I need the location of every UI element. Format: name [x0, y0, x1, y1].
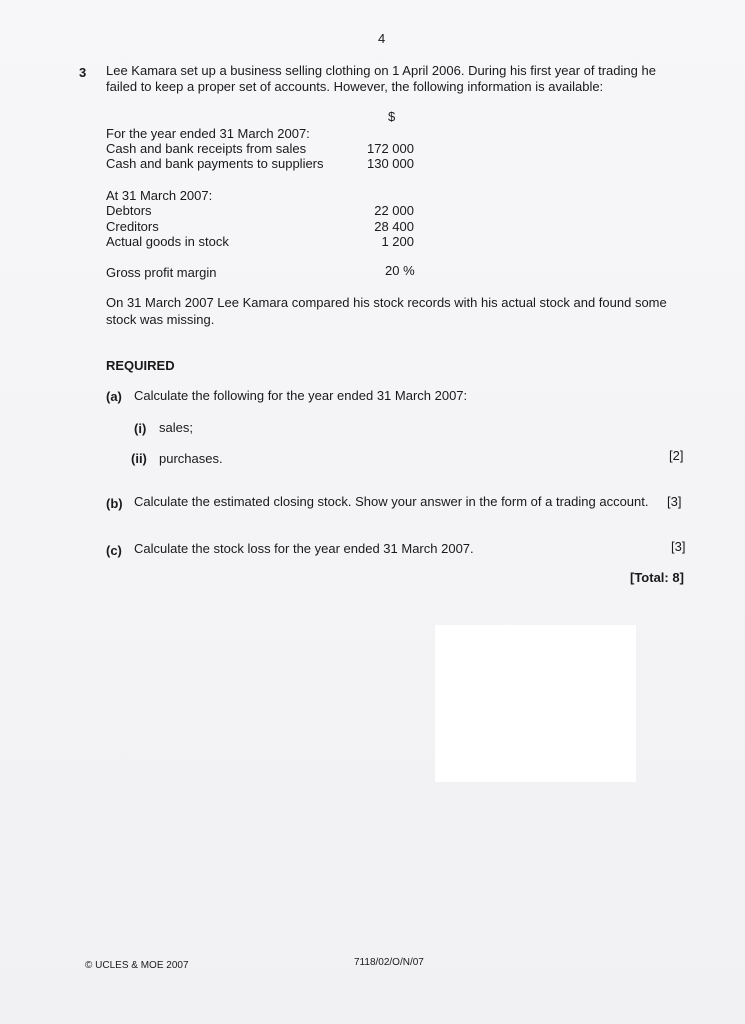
page-number: 4	[378, 31, 386, 46]
part-b-marks: [3]	[667, 494, 682, 509]
debtors-label: Debtors	[106, 203, 152, 218]
question-number: 3	[79, 65, 87, 80]
creditors-value: 28 400	[374, 219, 414, 234]
note-line-1: On 31 March 2007 Lee Kamara compared his stock records with his actual stock and found some	[106, 295, 667, 310]
required-heading: REQUIRED	[106, 358, 175, 373]
part-b-text: Calculate the estimated closing stock. Show your answer in the form of a trading account.	[134, 494, 649, 509]
part-a-i-tag: (i)	[134, 421, 147, 436]
debtors-value: 22 000	[374, 203, 414, 218]
part-a-ii-text: purchases.	[159, 451, 223, 466]
year-heading: For the year ended 31 March 2007:	[106, 126, 310, 141]
creditors-label: Creditors	[106, 219, 159, 234]
footer-code: 7118/02/O/N/07	[354, 957, 424, 968]
blank-redaction-area	[435, 625, 636, 782]
margin-label: Gross profit margin	[106, 265, 217, 280]
margin-value: 20 %	[385, 263, 415, 278]
part-a-ii-marks: [2]	[669, 448, 684, 463]
receipts-value: 172 000	[367, 141, 414, 156]
payments-value: 130 000	[367, 156, 414, 171]
part-c-text: Calculate the stock loss for the year ended 31 March 2007.	[134, 541, 474, 556]
intro-line-2: failed to keep a proper set of accounts. However, the following information is available:	[106, 79, 604, 94]
intro-line-1: Lee Kamara set up a business selling clothing on 1 April 2006. During his first year of trading he	[106, 63, 656, 78]
part-b-tag: (b)	[106, 496, 123, 511]
payments-label: Cash and bank payments to suppliers	[106, 156, 324, 171]
receipts-label: Cash and bank receipts from sales	[106, 141, 307, 156]
stock-label: Actual goods in stock	[106, 234, 229, 249]
currency-header: $	[388, 109, 396, 124]
part-a-ii-tag: (ii)	[131, 451, 147, 466]
date-heading: At 31 March 2007:	[106, 188, 213, 203]
total-marks: [Total: 8]	[630, 570, 684, 585]
part-a-tag: (a)	[106, 389, 122, 404]
part-a-i-text: sales;	[159, 420, 193, 435]
part-a-text: Calculate the following for the year ended 31 March 2007:	[134, 388, 468, 403]
stock-value: 1 200	[381, 234, 414, 249]
part-c-marks: [3]	[671, 539, 686, 554]
part-c-tag: (c)	[106, 543, 122, 558]
footer-copyright: © UCLES & MOE 2007	[85, 960, 189, 971]
note-line-2: stock was missing.	[106, 312, 215, 327]
